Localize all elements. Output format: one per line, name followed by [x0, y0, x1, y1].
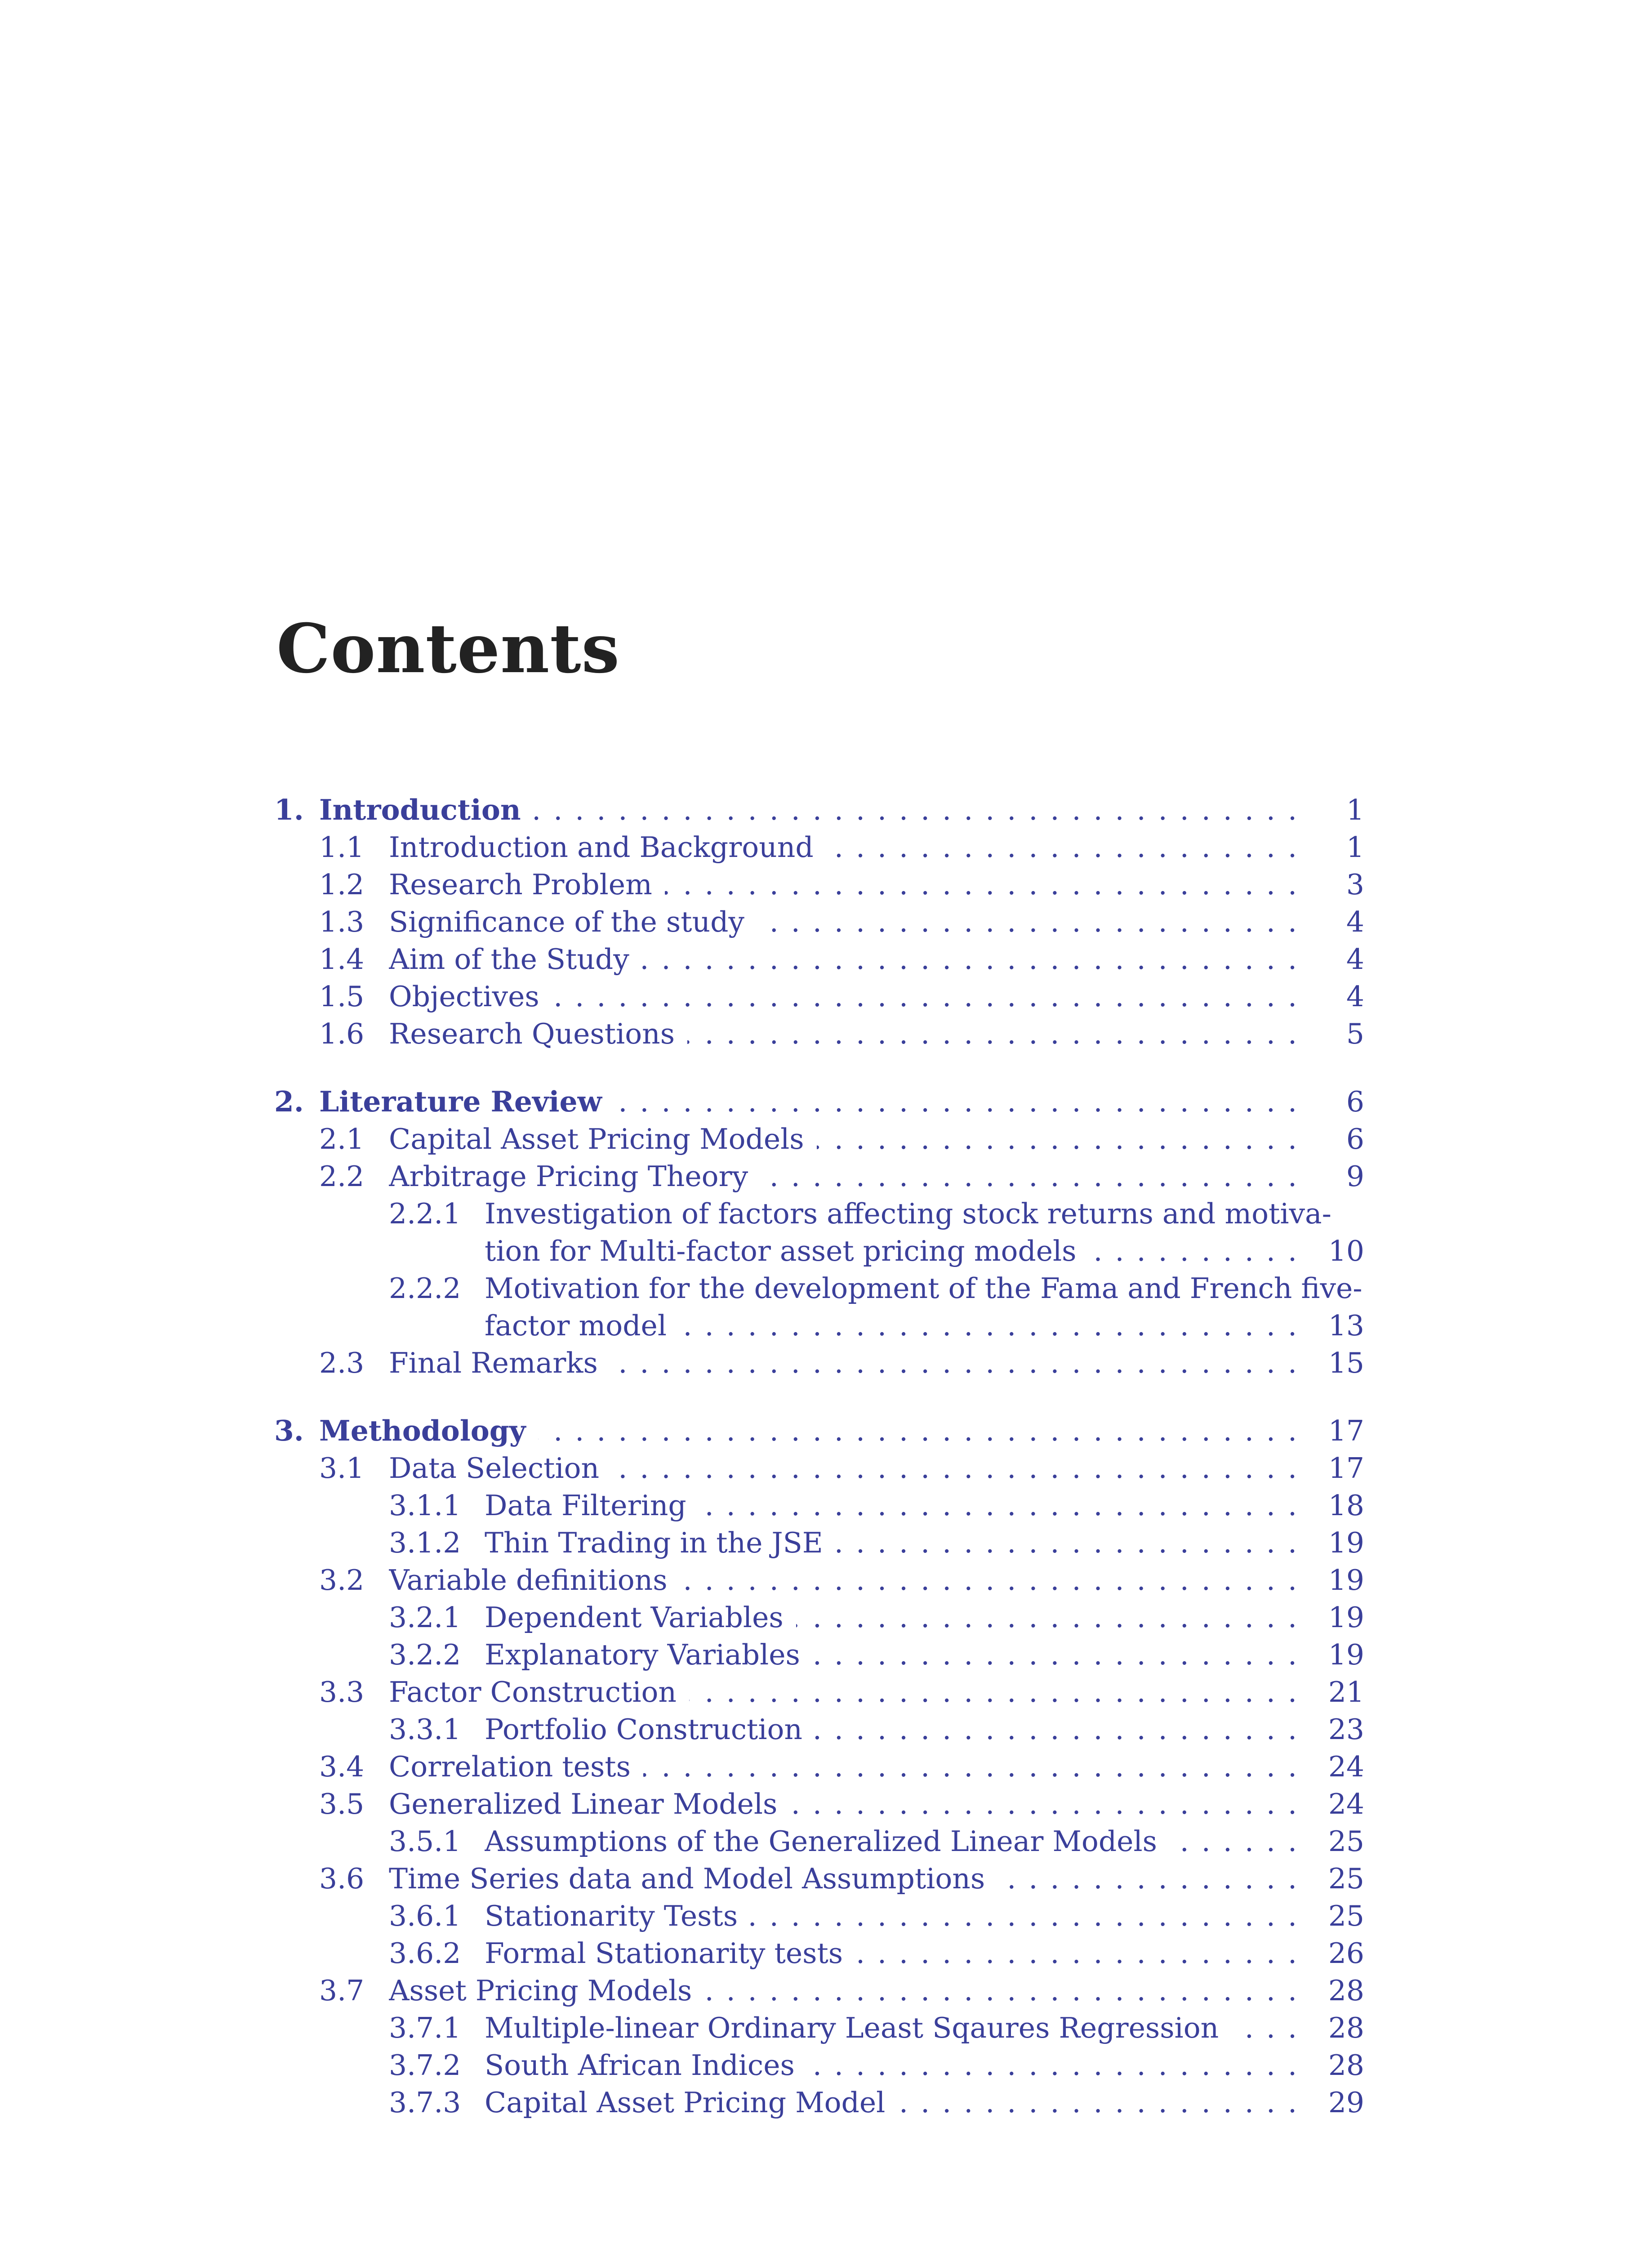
toc-entry-chapter[interactable] — [274, 1083, 1364, 1120]
entry-number: 3.3.1 — [389, 1713, 461, 1746]
toc-entry-subsection[interactable] — [274, 1599, 1364, 1636]
entry-page: 17 — [1328, 1452, 1364, 1485]
entry-page: 25 — [1328, 1825, 1364, 1858]
toc-entry-subsection[interactable] — [274, 2009, 1364, 2047]
entry-title-line1: Motivation for the development of the Fama and French five- — [485, 1272, 1363, 1305]
entry-number: 3.2.2 — [389, 1638, 461, 1671]
toc-entry-section[interactable] — [274, 1015, 1364, 1053]
toc-entry-subsection-continued[interactable] — [274, 1307, 1364, 1344]
entry-title: Multiple-linear Ordinary Least Sqaures Regression — [485, 2009, 1231, 2047]
toc-entry-subsection[interactable] — [274, 1897, 1364, 1935]
entry-title: Research Questions — [389, 1015, 687, 1053]
toc-entry-chapter[interactable] — [274, 791, 1364, 829]
entry-title: Introduction and Background — [389, 829, 826, 866]
entry-number: 2.3 — [319, 1347, 365, 1379]
toc-entry-subsection[interactable] — [274, 2047, 1364, 2084]
entry-page: 9 — [1346, 1160, 1364, 1193]
entry-number: 3.6.2 — [389, 1937, 461, 1970]
entry-title: Assumptions of the Generalized Linear Models — [485, 1823, 1170, 1860]
entry-number: 1.3 — [319, 905, 365, 938]
entry-title: Dependent Variables — [485, 1599, 796, 1636]
entry-page: 13 — [1328, 1309, 1364, 1342]
entry-number: 3.6.1 — [389, 1900, 461, 1932]
entry-title: Data Selection — [389, 1450, 612, 1487]
entry-number: 3.3 — [319, 1676, 365, 1708]
toc-entry-section[interactable] — [274, 1561, 1364, 1599]
entry-page: 23 — [1328, 1713, 1364, 1746]
entry-number: 3.2 — [319, 1564, 365, 1597]
entry-page: 4 — [1346, 980, 1364, 1013]
table-of-contents — [274, 791, 1364, 2152]
entry-page: 19 — [1328, 1526, 1364, 1559]
entry-title: Explanatory Variables — [485, 1636, 813, 1673]
entry-page: 21 — [1328, 1676, 1364, 1708]
entry-title: Significance of the study — [389, 903, 757, 941]
toc-entry-section[interactable] — [274, 1450, 1364, 1487]
entry-title: Portfolio Construction — [485, 1711, 815, 1748]
chapter-3 — [274, 1412, 1364, 2121]
entry-number: 3.5 — [319, 1788, 365, 1820]
entry-title: Introduction — [319, 791, 534, 829]
entry-number: 1.6 — [319, 1017, 365, 1050]
toc-entry-subsection[interactable] — [274, 1524, 1364, 1561]
entry-title: Factor Construction — [389, 1673, 689, 1711]
entry-title: Objectives — [389, 978, 552, 1015]
entry-number: 3.6 — [319, 1862, 365, 1895]
entry-page: 24 — [1328, 1750, 1364, 1783]
chapter-1 — [274, 791, 1364, 1053]
entry-page: 1 — [1346, 831, 1364, 864]
toc-entry-section[interactable] — [274, 1785, 1364, 1823]
entry-page: 15 — [1328, 1347, 1364, 1379]
entry-page: 6 — [1346, 1085, 1364, 1118]
entry-page: 19 — [1328, 1638, 1364, 1671]
entry-page: 25 — [1328, 1900, 1364, 1932]
entry-title: Variable definitions — [389, 1561, 680, 1599]
entry-number: 2.2.1 — [389, 1197, 461, 1230]
entry-title: Thin Trading in the JSE — [485, 1524, 836, 1561]
entry-title: Correlation tests — [389, 1748, 643, 1785]
toc-entry-section[interactable] — [274, 829, 1364, 866]
toc-entry-subsection[interactable] — [274, 1935, 1364, 1972]
entry-number: 3.1 — [319, 1452, 365, 1485]
entry-page: 10 — [1328, 1235, 1364, 1267]
entry-title: Arbitrage Pricing Theory — [389, 1158, 761, 1195]
toc-entry-section[interactable] — [274, 1158, 1364, 1195]
entry-page: 3 — [1346, 868, 1364, 901]
toc-entry-chapter[interactable] — [274, 1412, 1364, 1450]
page-title: Contents — [276, 609, 620, 688]
chapter-2 — [274, 1083, 1364, 1382]
entry-title: South African Indices — [485, 2047, 807, 2084]
entry-page: 4 — [1346, 943, 1364, 976]
entry-number: 1.4 — [319, 943, 365, 976]
entry-title: Methodology — [319, 1412, 538, 1450]
entry-number: 3.7.2 — [389, 2049, 461, 2082]
entry-number: 2.1 — [319, 1123, 365, 1155]
toc-entry-section[interactable] — [274, 903, 1364, 941]
entry-number: 2. — [274, 1085, 304, 1118]
entry-title: Research Problem — [389, 866, 665, 903]
toc-entry-subsection[interactable] — [274, 1711, 1364, 1748]
entry-number: 3.5.1 — [389, 1825, 461, 1858]
entry-number: 3.4 — [319, 1750, 365, 1783]
entry-title: Data Filtering — [485, 1487, 699, 1524]
entry-page: 28 — [1328, 1974, 1364, 2007]
entry-page: 26 — [1328, 1937, 1364, 1970]
entry-page: 4 — [1346, 905, 1364, 938]
toc-entry-section[interactable] — [274, 1673, 1364, 1711]
entry-page: 24 — [1328, 1788, 1364, 1820]
toc-entry-subsection[interactable] — [274, 1195, 1364, 1232]
entry-number: 1.1 — [319, 831, 365, 864]
entry-number: 3.1.1 — [389, 1489, 461, 1522]
entry-number: 3.7 — [319, 1974, 365, 2007]
entry-page: 28 — [1328, 2012, 1364, 2044]
entry-title-line2: factor model — [485, 1307, 679, 1344]
entry-title: Generalized Linear Models — [389, 1785, 790, 1823]
toc-entry-subsection[interactable] — [274, 1487, 1364, 1524]
entry-number: 3.7.3 — [389, 2086, 461, 2119]
entry-title: Literature Review — [319, 1083, 614, 1120]
toc-entry-subsection[interactable] — [274, 2084, 1364, 2121]
entry-title: Capital Asset Pricing Models — [389, 1120, 817, 1158]
toc-entry-subsection[interactable] — [274, 1636, 1364, 1673]
entry-title: Time Series data and Model Assumptions — [389, 1860, 997, 1897]
entry-title: Aim of the Study — [389, 941, 642, 978]
entry-page: 5 — [1346, 1017, 1364, 1050]
entry-title: Final Remarks — [389, 1344, 610, 1382]
toc-entry-subsection[interactable] — [274, 1823, 1364, 1860]
toc-entry-section[interactable] — [274, 1972, 1364, 2009]
entry-number: 2.2.2 — [389, 1272, 461, 1305]
toc-entry-section[interactable] — [274, 941, 1364, 978]
entry-page: 29 — [1328, 2086, 1364, 2119]
entry-page: 1 — [1346, 794, 1364, 826]
entry-title-line2: tion for Multi-factor asset pricing models — [485, 1232, 1089, 1270]
entry-title: Asset Pricing Models — [389, 1972, 704, 2009]
entry-page: 6 — [1346, 1123, 1364, 1155]
entry-title-line1: Investigation of factors affecting stock returns and motiva- — [485, 1197, 1331, 1230]
toc-entry-section[interactable] — [274, 1344, 1364, 1382]
entry-page: 19 — [1328, 1601, 1364, 1634]
toc-entry-subsection-continued[interactable] — [274, 1232, 1364, 1270]
entry-page: 25 — [1328, 1862, 1364, 1895]
entry-number: 1.2 — [319, 868, 365, 901]
entry-page: 19 — [1328, 1564, 1364, 1597]
entry-number: 1. — [274, 793, 304, 826]
entry-title: Stationarity Tests — [485, 1897, 750, 1935]
entry-title: Formal Stationarity tests — [485, 1935, 855, 1972]
toc-entry-section[interactable] — [274, 978, 1364, 1015]
entry-number: 3.1.2 — [389, 1526, 461, 1559]
entry-number: 3. — [274, 1414, 304, 1447]
toc-entry-section[interactable] — [274, 1748, 1364, 1785]
toc-entry-section[interactable] — [274, 1860, 1364, 1897]
entry-page: 17 — [1328, 1414, 1364, 1447]
entry-title: Capital Asset Pricing Model — [485, 2084, 898, 2121]
entry-number: 2.2 — [319, 1160, 365, 1193]
entry-number: 3.2.1 — [389, 1601, 461, 1634]
entry-page: 28 — [1328, 2049, 1364, 2082]
toc-entry-section[interactable] — [274, 866, 1364, 903]
toc-entry-section[interactable] — [274, 1120, 1364, 1158]
toc-entry-subsection[interactable] — [274, 1270, 1364, 1307]
entry-page: 18 — [1328, 1489, 1364, 1522]
entry-number: 1.5 — [319, 980, 365, 1013]
entry-number: 3.7.1 — [389, 2012, 461, 2044]
